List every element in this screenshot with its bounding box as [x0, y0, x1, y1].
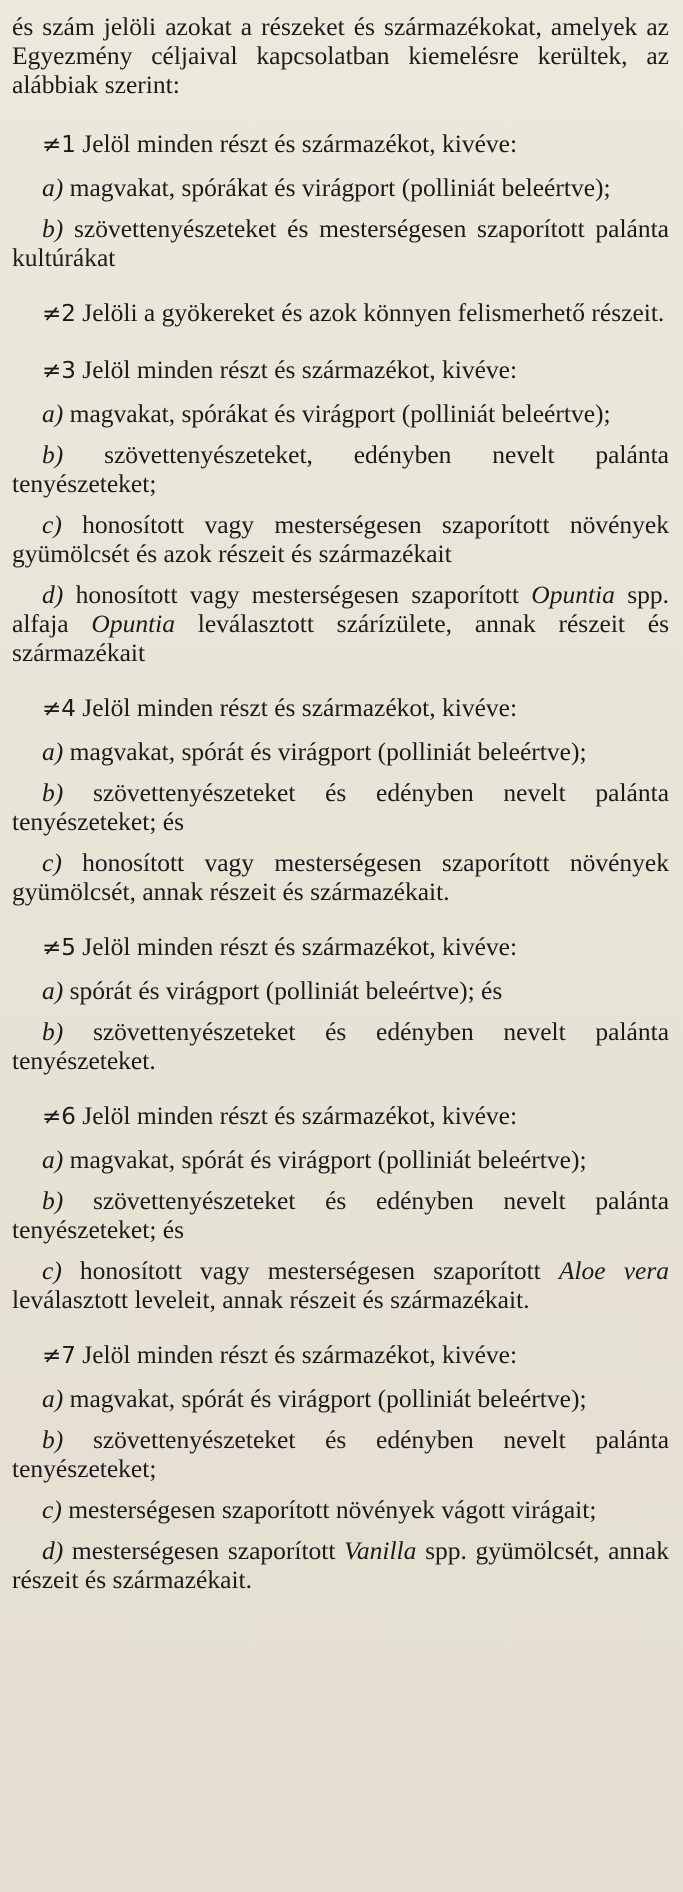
annotation-item	[12, 1017, 669, 1075]
taxon-name: Aloe vera	[558, 1256, 670, 1285]
item-letter: a)	[42, 1145, 64, 1174]
item-text: spp. alfaja	[12, 580, 670, 638]
taxon-name: Vanilla	[344, 1536, 417, 1565]
intro-paragraph: és szám jelöli azokat a részeket és származékokat, amelyek az Egyezmény céljaival kapcsolatban kiemelésre kerültek, az alábbiak szerint:	[12, 12, 669, 99]
item-letter: c)	[42, 1256, 62, 1285]
annotation-symbol: ≠7	[42, 1343, 76, 1369]
annotation-7	[12, 1340, 669, 1594]
item-letter: a)	[42, 976, 64, 1005]
annotation-heading	[12, 129, 669, 160]
item-text: szövettenyészeteket és edényben nevelt palánta tenyészeteket; és	[12, 778, 670, 836]
item-text: honosított vagy mesterségesen szaporított növények gyümölcsét, annak részeit és származékait.	[12, 848, 669, 906]
item-letter: b)	[42, 1186, 64, 1215]
item-letter: a)	[42, 399, 64, 428]
taxon-name: Opuntia	[91, 609, 175, 638]
annotation-item	[12, 1186, 669, 1244]
annotation-heading	[12, 1101, 669, 1132]
annotation-1	[12, 129, 669, 272]
annotation-item	[12, 1536, 669, 1594]
annotation-4	[12, 693, 669, 906]
item-text: magvakat, spórákat és virágport (polliniát beleértve);	[69, 399, 611, 428]
item-text: spp. gyümölcsét, annak részeit és származékait.	[12, 1536, 669, 1594]
annotation-symbol: ≠4	[42, 696, 76, 722]
item-letter: c)	[42, 848, 62, 877]
item-letter: b)	[42, 1017, 64, 1046]
item-text: magvakat, spórát és virágport (polliniát beleértve);	[69, 737, 587, 766]
annotation-2	[12, 298, 669, 329]
annotation-item	[12, 214, 669, 272]
item-letter: c)	[42, 1495, 62, 1524]
item-letter: a)	[42, 173, 64, 202]
item-letter: b)	[42, 1425, 64, 1454]
item-text: leválasztott leveleit, annak részeit és származékait.	[12, 1285, 530, 1314]
annotation-item	[12, 1384, 669, 1413]
annotation-heading-text: Jelöl minden részt és származékot, kivéve:	[82, 1101, 518, 1130]
annotation-item	[12, 1256, 669, 1314]
item-letter: d)	[42, 1536, 64, 1565]
item-letter: b)	[42, 214, 64, 243]
annotation-item	[12, 399, 669, 428]
item-letter: b)	[42, 778, 64, 807]
annotation-item	[12, 440, 669, 498]
item-text: magvakat, spórákat és virágport (polliniát beleértve);	[69, 173, 611, 202]
annotation-heading-text: Jelöl minden részt és származékot, kivéve:	[82, 129, 518, 158]
taxon-name: Opuntia	[531, 580, 615, 609]
item-text: mesterségesen szaporított növények vágott virágait;	[68, 1495, 597, 1524]
annotation-heading-text: Jelöl minden részt és származékot, kivéve:	[82, 932, 518, 961]
item-text: magvakat, spórát és virágport (polliniát beleértve);	[69, 1145, 587, 1174]
annotation-symbol: ≠6	[42, 1104, 76, 1130]
annotation-heading-text: Jelöli a gyökereket és azok könnyen felismerhető részeit.	[82, 298, 665, 327]
annotation-symbol: ≠1	[42, 132, 76, 158]
annotation-heading	[12, 298, 669, 329]
annotation-item	[12, 580, 669, 667]
annotation-heading-text: Jelöl minden részt és származékot, kivéve:	[82, 355, 518, 384]
annotation-item	[12, 1425, 669, 1483]
annotation-item	[12, 1145, 669, 1174]
item-letter: a)	[42, 737, 64, 766]
annotation-symbol: ≠3	[42, 358, 76, 384]
annotation-heading	[12, 932, 669, 963]
annotation-heading	[12, 355, 669, 386]
item-text: szövettenyészeteket, edényben nevelt palánta tenyészeteket;	[12, 440, 669, 498]
item-letter: d)	[42, 580, 64, 609]
item-text: magvakat, spórát és virágport (polliniát beleértve);	[69, 1384, 587, 1413]
annotation-item	[12, 848, 669, 906]
item-text: honosított vagy mesterségesen szaporított	[75, 580, 519, 609]
annotation-5	[12, 932, 669, 1075]
annotation-symbol: ≠2	[42, 301, 76, 327]
item-text: honosított vagy mesterségesen szaporított	[79, 1256, 541, 1285]
item-text: leválasztott szárízülete, annak részeit és származékait	[12, 609, 670, 667]
item-text: honosított vagy mesterségesen szaporított növények gyümölcsét és azok részeit és származékait	[12, 510, 669, 568]
item-letter: c)	[42, 510, 62, 539]
annotation-3	[12, 355, 669, 667]
annotation-item	[12, 976, 669, 1005]
annotation-item	[12, 778, 669, 836]
annotation-heading-text: Jelöl minden részt és származékot, kivéve:	[82, 693, 518, 722]
annotation-item	[12, 173, 669, 202]
annotation-item	[12, 737, 669, 766]
item-text: mesterségesen szaporított	[71, 1536, 336, 1565]
annotation-item	[12, 1495, 669, 1524]
annotation-heading-text: Jelöl minden részt és származékot, kivéve:	[82, 1340, 518, 1369]
annotation-6	[12, 1101, 669, 1314]
item-text: szövettenyészeteket és edényben nevelt palánta tenyészeteket;	[12, 1425, 670, 1483]
item-text: spórát és virágport (polliniát beleértve); és	[69, 976, 503, 1005]
annotation-symbol: ≠5	[42, 935, 76, 961]
annotation-heading	[12, 1340, 669, 1371]
item-letter: a)	[42, 1384, 64, 1413]
item-text: szövettenyészeteket és edényben nevelt palánta tenyészeteket.	[12, 1017, 670, 1075]
item-letter: b)	[42, 440, 64, 469]
item-text: szövettenyészeteket és edényben nevelt palánta tenyészeteket; és	[12, 1186, 670, 1244]
item-text: szövettenyészeteket és mesterségesen szaporított palánta kultúrákat	[12, 214, 669, 272]
annotation-item	[12, 510, 669, 568]
annotation-heading	[12, 693, 669, 724]
